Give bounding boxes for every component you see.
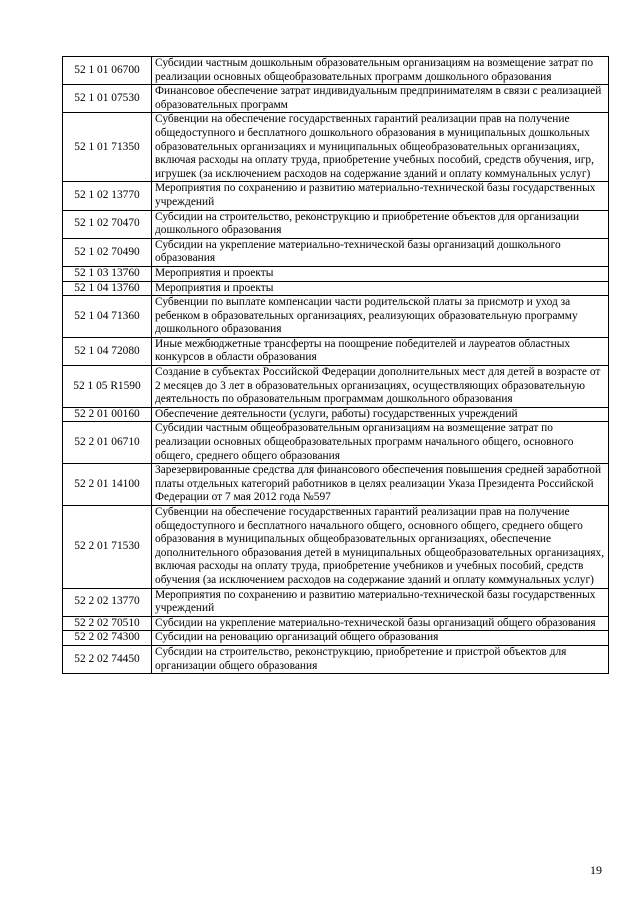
description-cell: Субсидии на строительство, реконструкцию, приобретение и пристрой объектов для организации общего образования	[152, 645, 609, 673]
budget-code-cell: 52 1 01 07530	[63, 85, 152, 113]
budget-classification-table	[62, 56, 609, 674]
description-cell: Иные межбюджетные трансферты на поощрение победителей и лауреатов областных конкурсов в области образования	[152, 337, 609, 365]
description-cell: Субвенции на обеспечение государственных гарантий реализации прав на получение общедоступного и бесплатного начального общего, основного общего, среднего общего образования в муниципальных общеобразовательных организациях, обеспечение дополнительного образования детей в муниципальных общеобразовательных организациях, включая расходы на оплату труда, приобретение учебников и учебных пособий, средств обучения (за исключением расходов на содержание зданий и оплату коммунальных услуг)	[152, 506, 609, 589]
description-cell: Зарезервированные средства для финансового обеспечения повышения средней заработной платы отдельных категорий работников в целях реализации Указа Президента Российской Федерации от 7 мая 2012 года №597	[152, 464, 609, 506]
table-row	[63, 506, 609, 589]
description-cell: Субвенции на обеспечение государственных гарантий реализации прав на получение общедоступного и бесплатного дошкольного образования в муниципальных дошкольных образовательных организациях и муниципальных общеобразовательных организациях, включая расходы на оплату труда, приобретение учебных пособий, средств обучения, игр, игрушек (за исключением расходов на содержание зданий и оплату коммунальных услуг)	[152, 113, 609, 182]
budget-code-cell: 52 1 02 13770	[63, 182, 152, 210]
table-row	[63, 57, 609, 85]
table-row	[63, 266, 609, 281]
table-row	[63, 631, 609, 646]
description-cell: Мероприятия по сохранению и развитию материально-технической базы государственных учреждений	[152, 588, 609, 616]
budget-code-cell: 52 1 04 71360	[63, 296, 152, 338]
description-cell: Мероприятия и проекты	[152, 281, 609, 296]
table-row	[63, 422, 609, 464]
budget-code-cell: 52 1 01 06700	[63, 57, 152, 85]
table-row	[63, 182, 609, 210]
description-cell: Субсидии на укрепление материально-технической базы организаций дошкольного образования	[152, 238, 609, 266]
description-cell: Субвенции по выплате компенсации части родительской платы за присмотр и уход за ребенком в образовательных организациях, реализующих образовательную программу дошкольного образования	[152, 296, 609, 338]
description-cell: Мероприятия по сохранению и развитию материально-технической базы государственных учреждений	[152, 182, 609, 210]
table-row	[63, 281, 609, 296]
description-cell: Субсидии на укрепление материально-технической базы организаций общего образования	[152, 616, 609, 631]
page-number: 19	[590, 863, 602, 877]
table-row	[63, 407, 609, 422]
table-row	[63, 210, 609, 238]
budget-code-cell: 52 1 05 R1590	[63, 366, 152, 408]
budget-code-cell: 52 1 02 70470	[63, 210, 152, 238]
table-row	[63, 464, 609, 506]
table-row	[63, 113, 609, 182]
budget-code-cell: 52 1 01 71350	[63, 113, 152, 182]
budget-code-cell: 52 2 02 74450	[63, 645, 152, 673]
description-cell: Создание в субъектах Российской Федерации дополнительных мест для детей в возрасте от 2 месяцев до 3 лет в образовательных организациях, осуществляющих образовательную деятельность по образовательным программам дошкольного образования	[152, 366, 609, 408]
budget-code-cell: 52 2 01 71530	[63, 506, 152, 589]
table-row	[63, 296, 609, 338]
description-cell: Субсидии на строительство, реконструкцию и приобретение объектов для организации дошкольного образования	[152, 210, 609, 238]
budget-code-cell: 52 1 02 70490	[63, 238, 152, 266]
description-cell: Финансовое обеспечение затрат индивидуальным предпринимателям в связи с реализацией образовательных программ	[152, 85, 609, 113]
table-body	[63, 57, 609, 674]
budget-code-cell: 52 2 02 70510	[63, 616, 152, 631]
table-row	[63, 366, 609, 408]
description-cell: Субсидии частным общеобразовательным организациям на возмещение затрат по реализации основных общеобразовательных программ начального общего, основного общего, среднего общего образования	[152, 422, 609, 464]
budget-code-cell: 52 2 01 00160	[63, 407, 152, 422]
budget-code-cell: 52 2 01 06710	[63, 422, 152, 464]
description-cell: Мероприятия и проекты	[152, 266, 609, 281]
budget-code-cell: 52 2 01 14100	[63, 464, 152, 506]
table-row	[63, 645, 609, 673]
table-row	[63, 616, 609, 631]
description-cell: Обеспечение деятельности (услуги, работы) государственных учреждений	[152, 407, 609, 422]
description-cell: Субсидии частным дошкольным образовательным организациям на возмещение затрат по реализации основных общеобразовательных программ дошкольного образования	[152, 57, 609, 85]
budget-code-cell: 52 1 03 13760	[63, 266, 152, 281]
budget-code-cell: 52 2 02 13770	[63, 588, 152, 616]
table-row	[63, 588, 609, 616]
table-row	[63, 337, 609, 365]
budget-code-cell: 52 1 04 72080	[63, 337, 152, 365]
table-row	[63, 85, 609, 113]
budget-code-cell: 52 1 04 13760	[63, 281, 152, 296]
description-cell: Субсидии на реновацию организаций общего образования	[152, 631, 609, 646]
budget-code-cell: 52 2 02 74300	[63, 631, 152, 646]
table-row	[63, 238, 609, 266]
